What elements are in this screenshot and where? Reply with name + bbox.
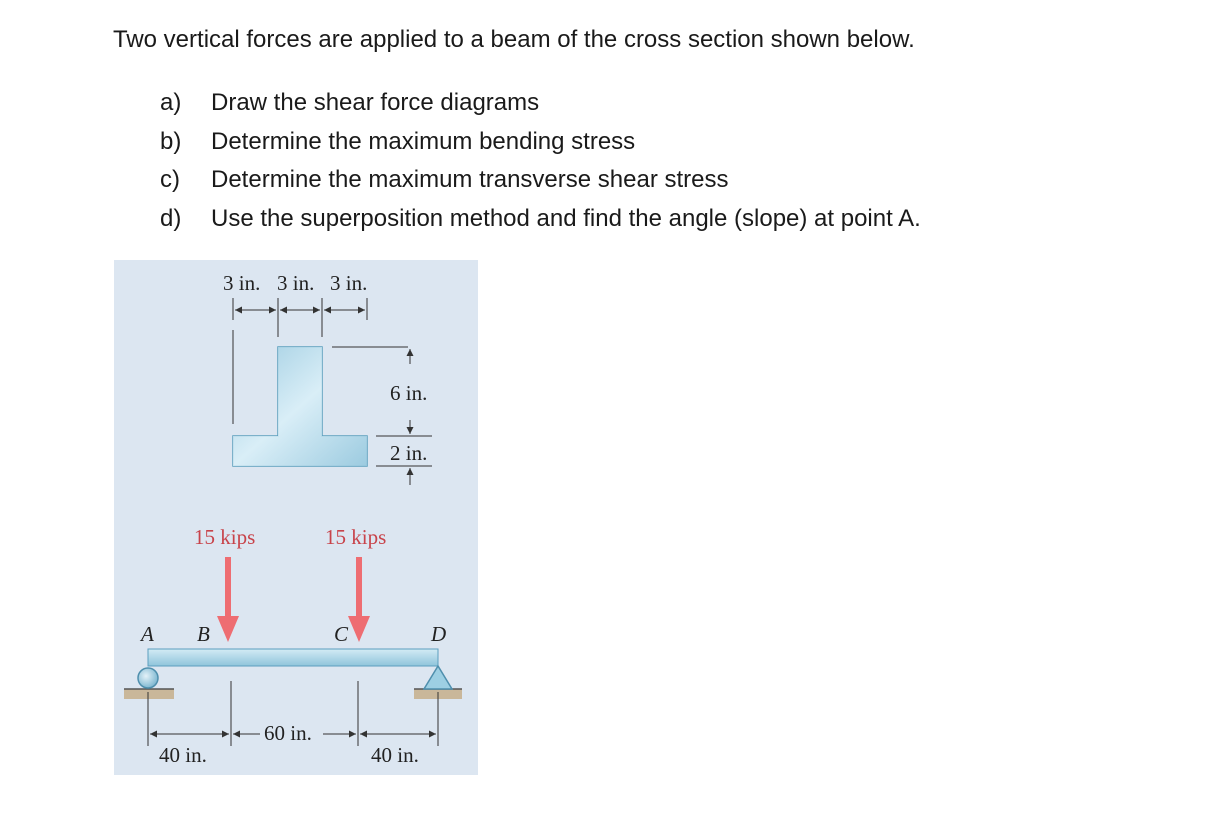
point-label-d: D [431,622,447,646]
question-item-d [160,202,921,241]
question-item-b [160,125,921,164]
beam [148,649,438,666]
beam-figure [114,260,478,775]
web-height-label: 6 in. [390,381,428,405]
question-label: b) [160,127,182,155]
load-label-c: 15 kips [325,525,387,549]
question-item-a [160,86,921,125]
question-item-c [160,163,921,202]
span-label-ab: 40 in. [159,743,207,767]
question-text: Draw the shear force diagrams [211,89,540,116]
question-list [160,86,921,240]
question-label: a) [160,89,182,116]
span-label-bc: 60 in. [264,721,312,745]
question-label: d) [160,204,182,232]
span-label-cd: 40 in. [371,743,419,767]
point-label-b: B [197,622,210,646]
point-label-c: C [334,622,349,646]
load-label-b: 15 kips [194,525,256,549]
question-text: Determine the maximum bending stress [211,127,636,155]
question-label: c) [160,166,180,193]
flange-thickness-label: 2 in. [390,441,428,465]
question-text: Use the superposition method and find the angle (slope) at point A. [211,204,921,232]
problem-intro: Two vertical forces are applied to a beam of the cross section shown below. [113,26,915,53]
question-text: Determine the maximum transverse shear stress [211,166,729,193]
top-dim-label-2: 3 in. [277,271,315,295]
roller-icon [138,668,158,688]
top-dim-label-1: 3 in. [223,271,261,295]
point-label-a: A [141,622,154,646]
top-dim-label-3: 3 in. [330,271,368,295]
